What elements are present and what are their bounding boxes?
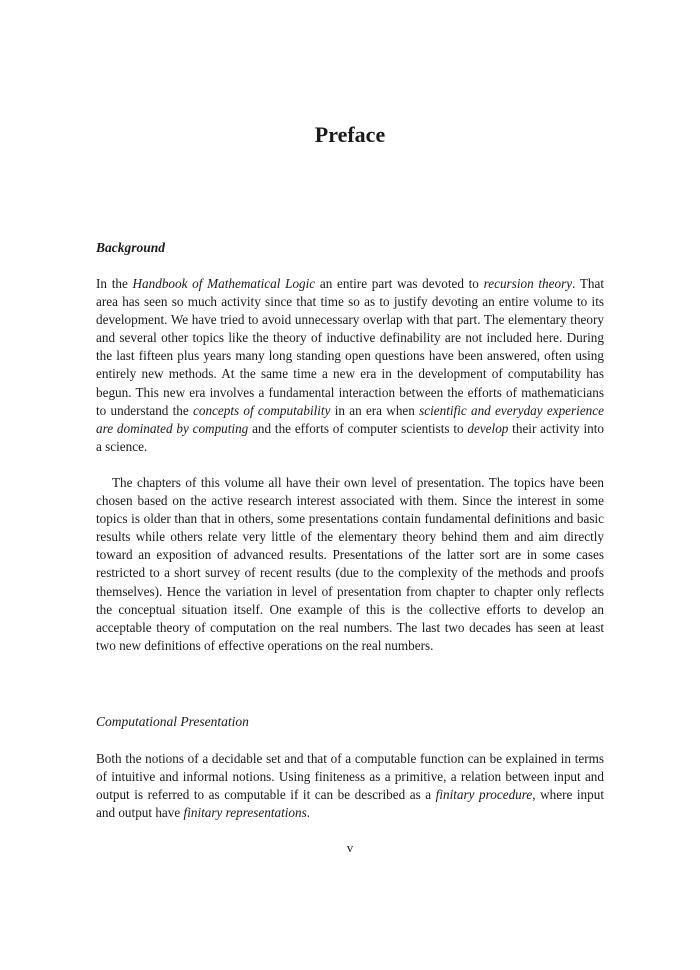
paragraph-background-2: [96, 474, 604, 655]
section-heading-background: Background: [96, 240, 166, 255]
italic-text-run: Handbook of Mathematical Logic: [132, 276, 316, 291]
text-run: In the: [96, 276, 133, 291]
italic-text-run: scientific and everyday experience are dominated by computing: [96, 402, 604, 436]
italic-text-run: recursion theory: [483, 276, 573, 291]
text-run: and the efforts of computer scientists to: [248, 420, 468, 436]
italic-text-run: finitary procedure: [435, 787, 533, 803]
text-run: in an era when: [330, 402, 420, 418]
italic-text-run: finitary representations: [183, 805, 307, 821]
text-run: their activity into a science.: [96, 420, 605, 454]
text-run: an entire part was devoted to: [315, 276, 484, 291]
text-run: .: [306, 805, 311, 821]
text-run: , where input and output have: [96, 787, 604, 821]
text-run: Both the notions of a decidable set and that of a computable function can be explained in terms of intuitive and informal notions. Using finiteness as a primitive, a relation between input and output is referred to as computable if it can be described as a: [96, 751, 604, 803]
page-number: v: [346, 840, 354, 855]
page-title: Preface: [314, 122, 386, 147]
section-heading-computational-presentation: Computational Presentation: [96, 714, 249, 729]
text-run: . That area has seen so much activity since that time so as to justify devoting an entire volume to its development. We have tried to avoid unnecessary overlap with that part. The elementary theory and several other topics like the theory of inductive definability are not included here. During the last fifteen plus years many long standing open questions have been answered, often using entirely new methods. At the same time a new era in the development of computability has begun. This new era involves a fundamental interaction between the efforts of mathematicians to understand the: [96, 276, 605, 418]
paragraph-background-1: [96, 275, 604, 456]
italic-text-run: concepts of computability: [193, 402, 331, 418]
text-run: The chapters of this volume all have their own level of presentation. The topics have been chosen based on the active research interest associated with them. Since the interest in some topics is older than that in others, some presentations contain fundamental definitions and basic results while others relate very little of the elementary theory behind them and aim directly toward an exposition of advanced results. Presentations of the latter sort are in some cases restricted to a short survey of recent results (due to the complexity of the methods and proofs themselves). Hence the variation in level of presentation from chapter to chapter only reflects the conceptual situation itself. One example of this is the collective efforts to develop an acceptable theory of computation on the real numbers. The last two decades has seen at least two new definitions of effective operations on the real numbers.: [96, 475, 604, 653]
italic-text-run: develop: [467, 420, 509, 436]
paragraph-computational-presentation-1: [96, 750, 604, 822]
